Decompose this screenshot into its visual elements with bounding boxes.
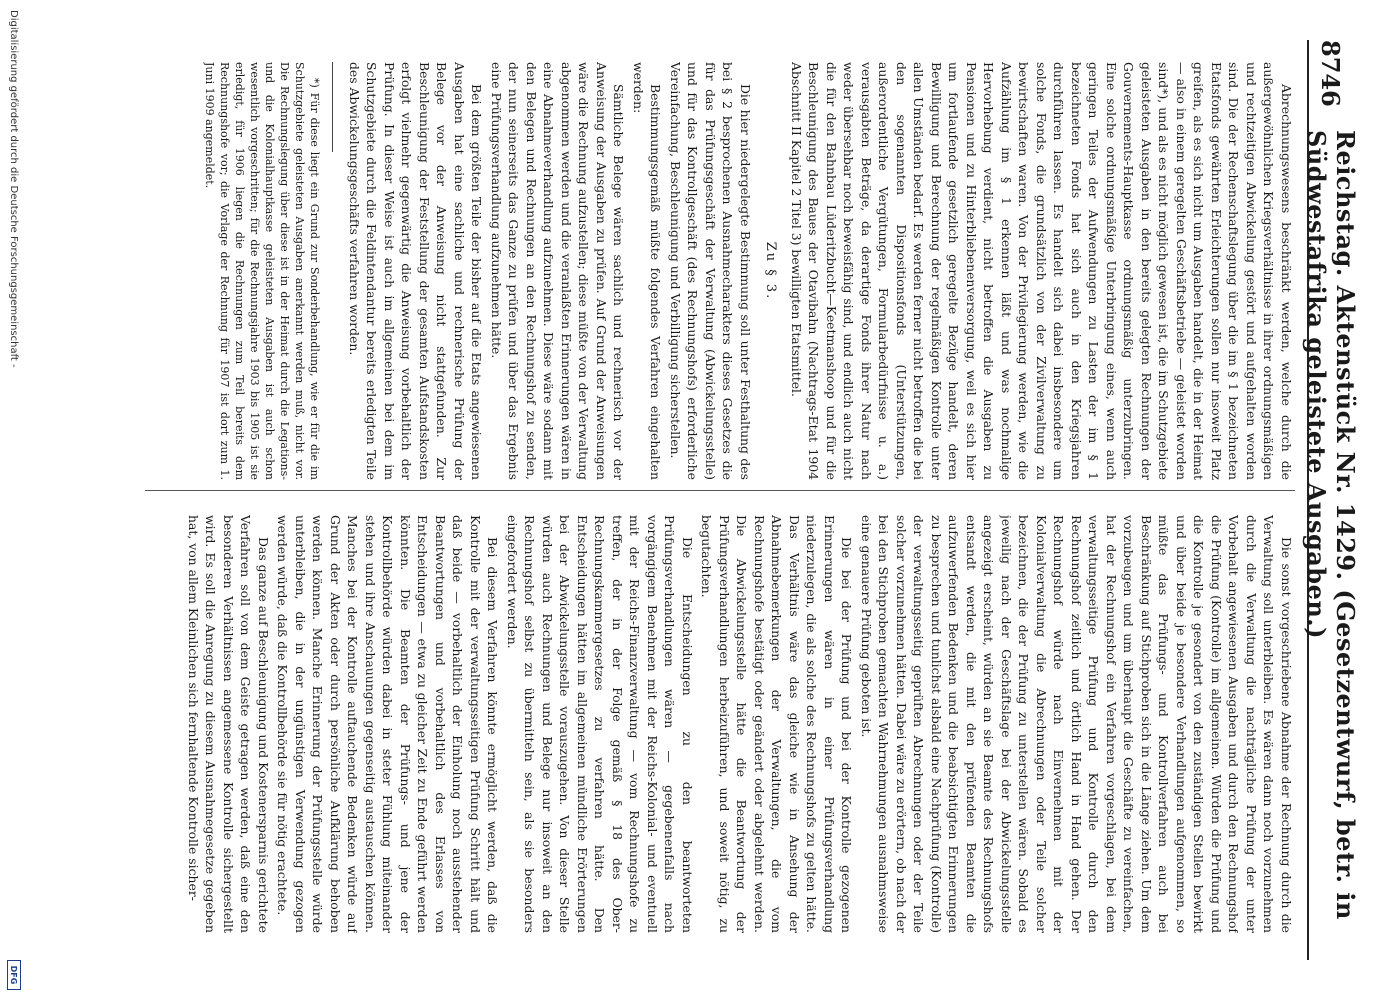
paragraph: Die sonst vorgeschriebene Abnahme der Rechnung durch die Verwaltung soll unterbleiben. Es wären dann noch vorzunehmen durch die Verwaltung die nachträgliche Prüfung der unter Vorbehalt angewiesenen Ausgaben und durch den Rechnungshof die Prüfung (Kontrolle) im allgemeinen. Würden die Prüfung und die Kontrolle je gesondert von den zuständigen Stellen bewirkt und über beide je besondere Verhandlungen aufgenommen, so müßte das Prüfungs- und Kontrollverfahren auch bei Beschränkung auf Stichproben sich in die Länge ziehen. Um dem vorzubeugen und um überhaupt die Geschäfte zu vereinfachen, hat der Rechnungshof ein Verfahren vorgeschlagen, bei dem verwaltungsseitige Prüfung und Kontrolle durch den Rechnungshof zeitlich und örtlich Hand in Hand gehen. Der Rechnungshof würde nach Einvernehmen mit der Kolonialverwaltung die Abrechnungen oder Teile solcher bezeichnen, die der Prüfung zu unterstellen wären. Sobald es jeweilig nach der Geschäftslage bei der Abwickelungsstelle angezeigt erscheint, würden an sie Beamte des Rechnungshofs entsandt werden, die mit den prüfenden Beamten die aufzuwerfenden Bedenken und die beabsichtigten Erinnerungen zu besprechen und tunlichst alsbald eine Nachprüfung (Kontrolle) der verwaltungsseitig geprüften Abrechnungen oder der Teile solcher vorzunehmen hätten. Dabei wäre zu erörtern, ob nach der bei den Stichproben gemachten Wahrnehmungen ausnahmsweise eine genauere Prüfung geboten ist.: [859, 515, 1294, 933]
paragraph: Die hier niedergelegte Bestimmung soll unter Festhaltung des bei § 2 besprochenen Ausnahmecharakters dieses Gesetzes die für das Prüfungsgeschäft der Verwaltung (Abwickelungsstelle) und für das Kontrollgeschäft (des Rechnungshofs) erforderliche Vereinfachung, Beschleunigung und Verbilligung sicherstellen.: [668, 62, 753, 480]
footnote: [203, 62, 323, 480]
column-divider: [145, 490, 1295, 491]
footnote-divider: [333, 62, 334, 152]
dfg-logo: DFG: [7, 960, 21, 990]
paragraph: Das ganze auf Beschleunigung und Kostenersparnis gerichtete Verfahren soll von dem Geiste getragen werden, daß eine den besonderen Verhältnissen angemessene Kontrolle sichergestellt wird. Es soll die Anregung zu diesem Ausnahmegesetze gegeben hat, von allem Kleinlichen sich fernhaltende Kontrolle sicher-: [186, 515, 271, 933]
paragraph: Bei dem größten Teile der bisher auf die Etats angewiesenen Ausgaben hat eine sachliche und rechnerische Prüfung der Belege vor der Anweisung nicht stattgefunden. Zur Beschleunigung der Feststellung der gesamten Aufstandskosten erfolgt vielmehr gegenwärtig die Anweisung vorbehaltlich der Prüfung. In dieser Weise ist auch im allgemeinen bei dem im Schutzgebiete durch die Feldintendantur bereits erledigten Teile des Abwickelungsgeschäfts verfahren worden.: [347, 62, 485, 480]
paragraph: Abrechnungswesens beschränkt werden, welche durch die außergewöhnlichen Kriegsverhältnisse in ihrer ordnungsmäßigen und rechtzeitigen Abwickelung gestört und aufgehalten worden sind. Die der Rechenschaftslegung über die im § 1 bezeichneten Etatsfonds gewährten Erleichterungen sollen nur insoweit Platz greifen, als es sich nicht um Ausgaben handelt, die in der Heimat — also in einem geregelten Geschäftsbetriebe — geleistet worden sind*), und als es nicht möglich gewesen ist, die im Schutzgebiete geleisteten Ausgaben in den bereits gelegten Rechnungen der Gouvernements-Hauptkasse ordnungsmäßig unterzubringen. Eine solche ordnungsmäßige Unterbringung eines, wenn auch geringen Teiles der Aufwendungen zu Lasten der im § 1 bezeichneten Fonds hat sich auch in den Kriegsjahren durchführen lassen. Es handelt sich dabei insbesondere um solche Fonds, die grundsätzlich von der Zivilverwaltung zu bewirtschaften waren. Von der Privilegierung werden, wie die Aufzählung im § 1 erkennen läßt und was nochmalige Hervorhebung verdient, nicht betroffen die Ausgaben zu Pensionen und zu Hinterbliebenenversorgung, weil es sich hier um fortlaufende gesetzlich geregelte Bezüge handelt, deren Bewilligung und Berechnung der regelmäßigen Kontrolle unter allen Umständen bedarf. Es werden ferner nicht betroffen die bei den sogenannten Dispositionsfonds (Unterstützungen, außerordentliche Vergütungen, Formularbedürfnisse u. a.) verausgabten Beträge, da derartige Fonds ihrer Natur nach weder übersehbar noch beweisfähig sind, und endlich auch nicht die für den Bahnbau Lüderitzbucht—Keetmanshoop und für die Beschleunigung des Baues der Otavibahn (Nachtrags-Etat 1904 Abschnitt II Kapitel 2 Titel 3) bewilligten Etatsmittel.: [789, 62, 1294, 480]
paragraph: Die Entscheidungen zu den beantworteten Prüfungsverhandlungen wären — gegebenenfalls nach vorgängigem Benehmen mit der Reichs-Kolonial- und eventuell mit der Reichs-Finanzverwaltung — vom Rechnungshofe zu treffen, der in der Folge gemäß § 18 des Ober-Rechnungskammergesetzes zu verfahren hätte. Den Entscheidungen hätten im allgemeinen mündliche Erörterungen bei der Abwickelungsstelle vorauszugehen. Von dieser Stelle würden auch Rechnungen und Belege nur insoweit an den Rechnungshof selbst zu übermitteln sein, als sie besonders eingefordert werden.: [505, 515, 695, 933]
page-number: 8746: [1316, 40, 1346, 107]
right-column: [150, 515, 1295, 933]
left-column: [150, 62, 1295, 480]
paragraph: Bestimmungsgemäß müßte folgendes Verfahren eingehalten werden:: [631, 62, 664, 480]
paragraph: Die bei der Prüfung und bei der Kontrolle gezogenen Erinnerungen wären in einer Prüfungsverhandlung niederzulegen, die als solche des Rechnungshofs zu gelten hätte. Das Verhältnis wäre das gleiche wie in Ansehung der Abnahmebemerkungen der Verwaltungen, die vom Rechnungshofe bestätigt oder geändert oder abgelehnt werden. Die Abwickelungsstelle hätte die Beantwortung der Prüfungsverhandlungen herbeizuführen, und soweit nötig, zu begutachten.: [699, 515, 855, 933]
section-heading: Zu § 3.: [763, 241, 779, 301]
page-header: [1302, 40, 1360, 960]
page-title: Reichstag. Aktenstück Nr. 1429. (Gesetzentwurf, betr. in Südwestafrika geleistete Ausgaben.): [1302, 130, 1360, 920]
paragraph: Bei diesem Verfahren könnte ermöglicht werden, daß die Kontrolle mit der verwaltungsseitigen Prüfung Schritt hält und daß beide — vorbehaltlich der Einholung noch ausstehender Beantwortungen und vorbehaltlich des Erlasses von Entscheidungen — etwa zu gleicher Zeit zu Ende geführt werden könnten. Die Beamten der Prüfungs- und jene der Kontrollbehörde würden dabei in steter Fühlung miteinander stehen und ihre Anschauungen gegenseitig austauschen können. Manches bei der Kontrolle auftauchende Bedenken würde auf Grund der Akten oder durch persönliche Aufklärung behoben werden können. Manche Erinnerung der Prüfungsstelle würde unterbleiben, die in der ungünstigen Verwendung gezogen werden würde, daß die Kontrollbehörde sie für nötig erachtete.: [275, 515, 501, 933]
footnote-text: *) Für diese liegt ein Grund zur Sonderbehandlung, wie er für die im Schutzgebiete geleisteten Ausgaben anerkannt werden muß, nicht vor. Die Rechnungslegung über diese ist in der Heimat durch die Legations- und die Kolonialhauptkasse geleisteten Ausgaben ist auch schon wesentlich vorgeschritten; für die Rechnungsjahre 1903 bis 1905 ist sie erledigt, für 1906 liegen die Rechnungen zum Teil bereits dem Rechnungshofe vor; die Vorlage der Rechnung für 1907 ist dort zum 1. Juni 1909 angemeldet.: [203, 62, 322, 480]
paragraph: Sämtliche Belege wären sachlich und rechnerisch vor der Anweisung der Ausgaben zu prüfen. Auf Grund der Anweisungen wäre die Rechnung aufzustellen; diese müßte von der Verwaltung abgenommen werden und die veranlaßten Erinnerungen wären in eine Abnahmeverhandlung aufzunehmen. Diese wäre sodann mit den Belegen und Rechnungen an den Rechnungshof zu senden, der nun seinerseits das Ganze zu prüfen und über das Ergebnis eine Prüfungsverhandlung aufzunehmen hätte.: [489, 62, 627, 480]
credit-text: Digitalisierung gefördert durch die Deutsche Forschungsgemeinschaft -: [8, 10, 20, 368]
digitization-credit: [5, 10, 23, 990]
